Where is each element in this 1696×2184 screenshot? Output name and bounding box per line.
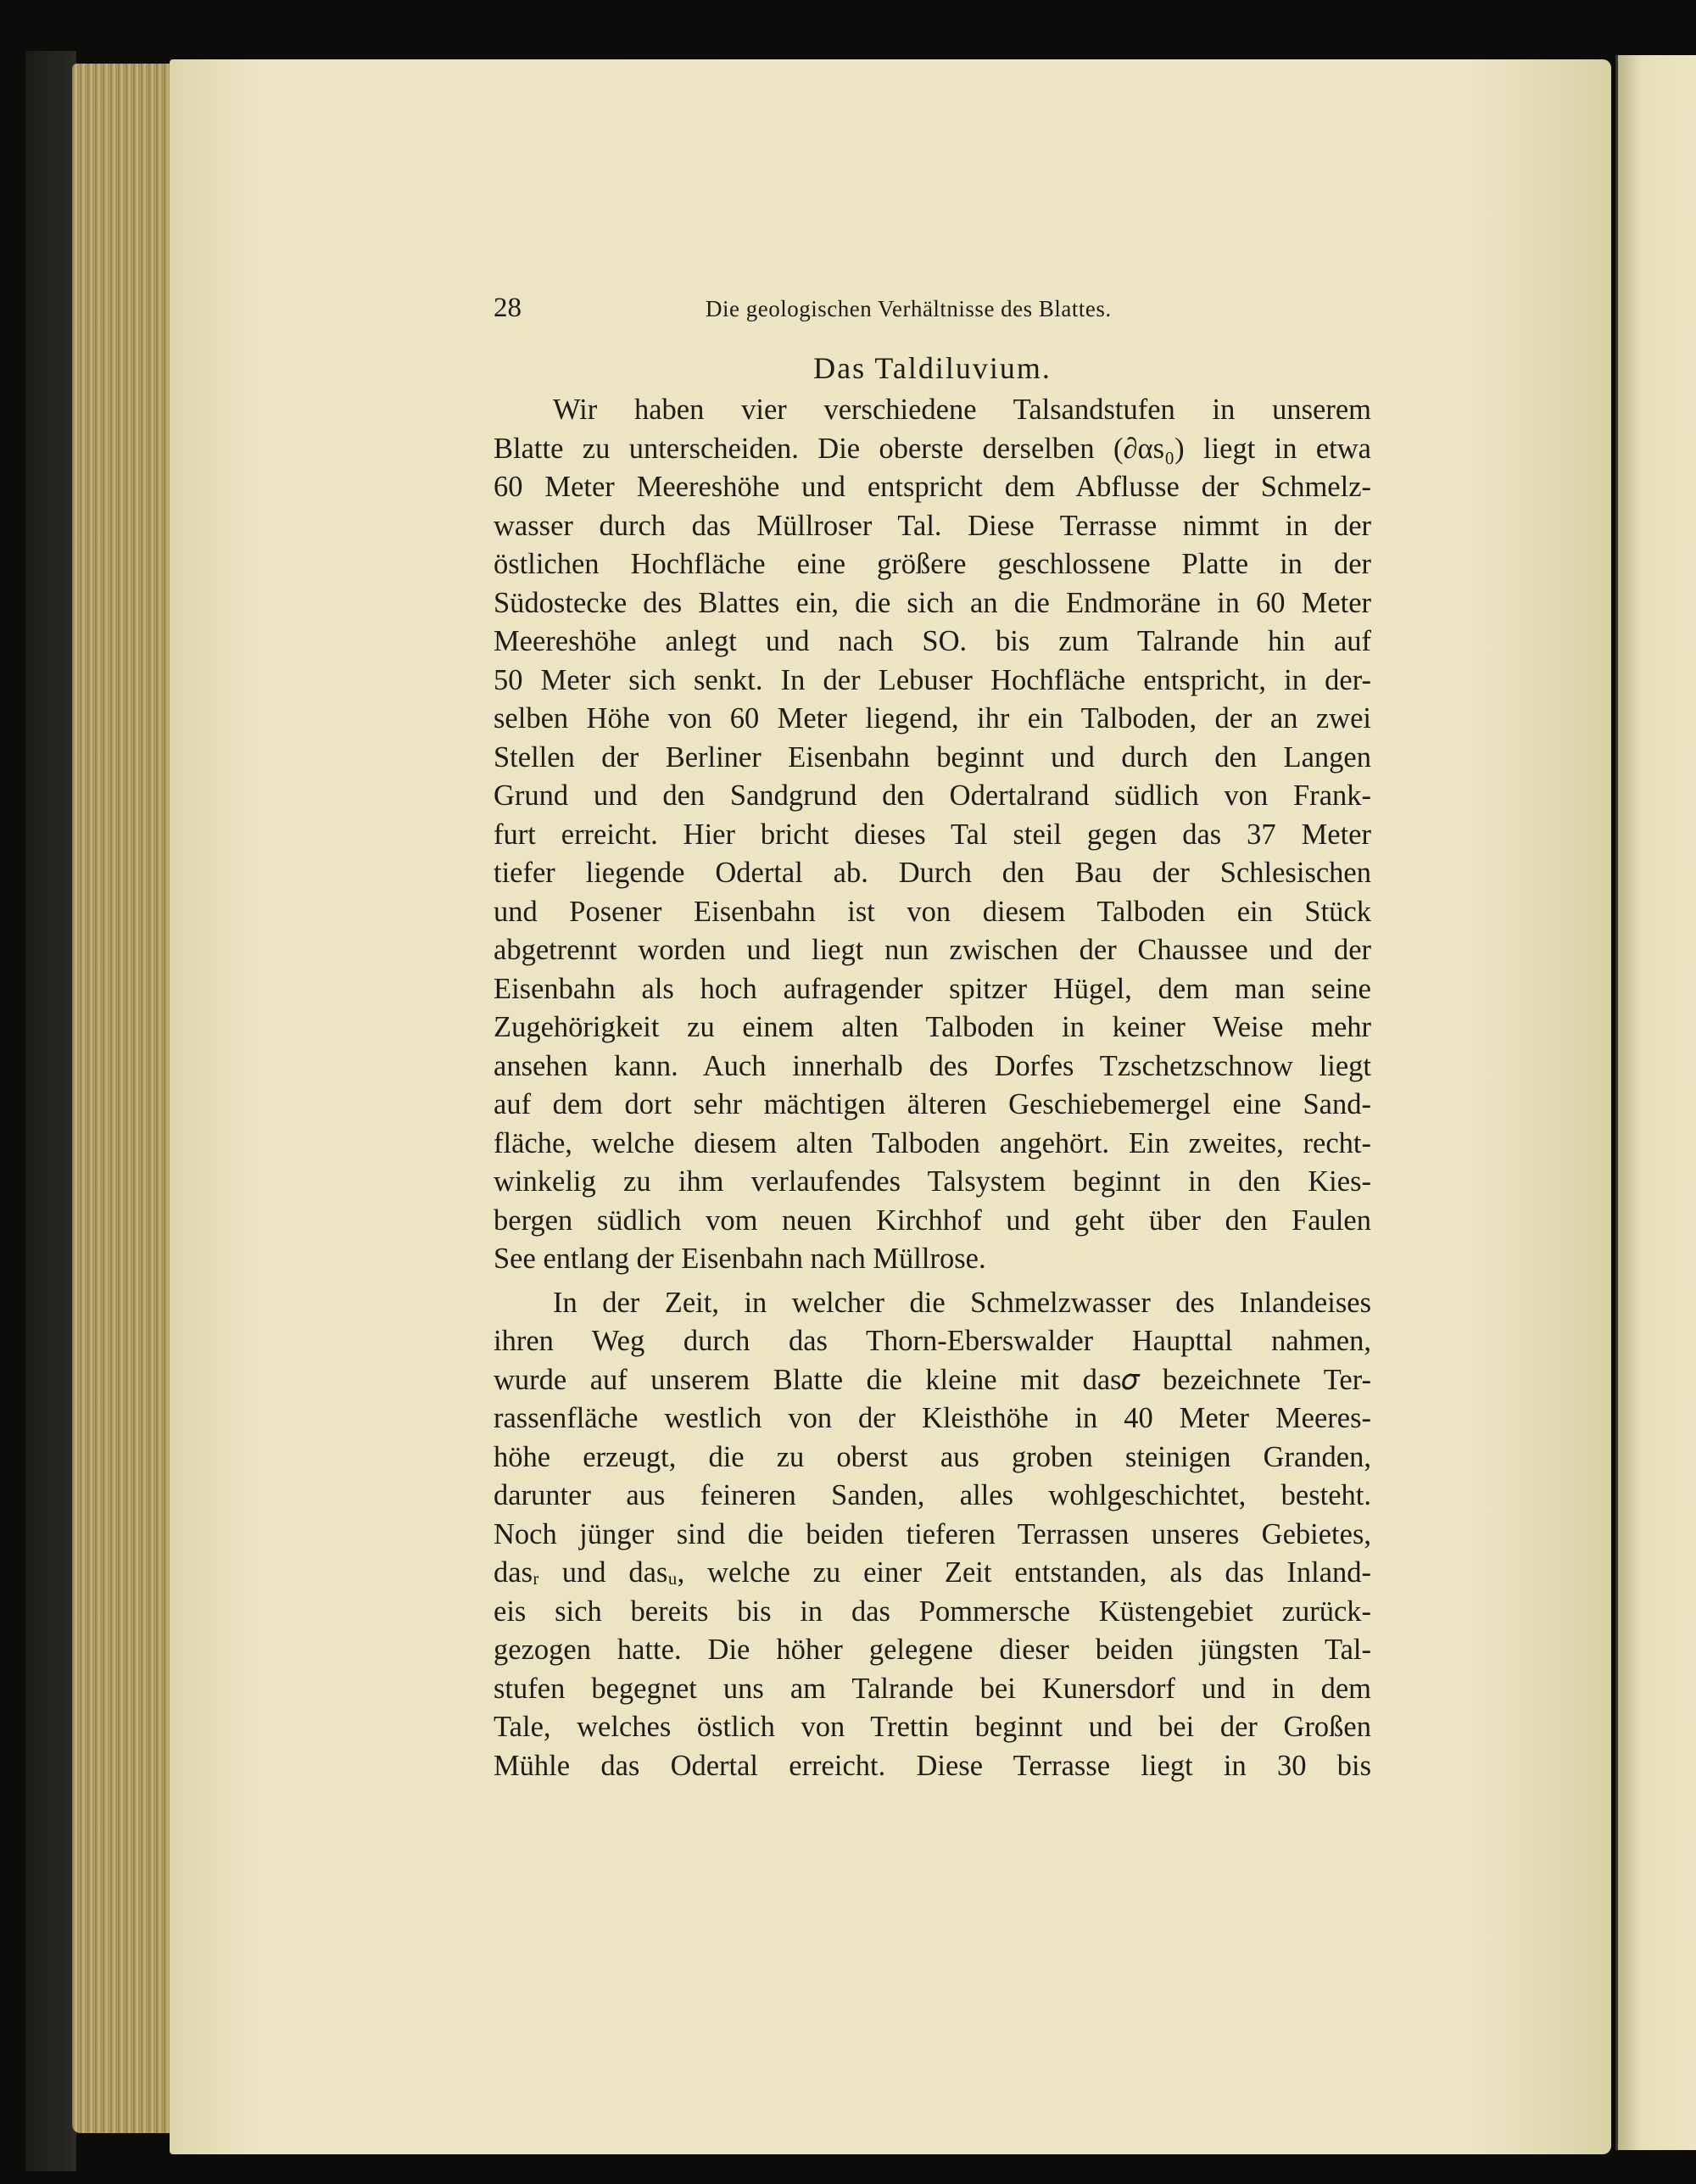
text-line: abgetrennt worden und liegt nun zwischen der Chaussee und der <box>494 934 1371 966</box>
running-title: Die geologischen Verhältnisse des Blattes. <box>706 296 1112 321</box>
text-line: Wir haben vier verschiedene Talsandstufen in unserem <box>553 394 1371 426</box>
text-line: höhe erzeugt, die zu oberst aus groben steinigen Granden, <box>494 1440 1371 1473</box>
text-line: Meereshöhe anlegt und nach SO. bis zum Talrande hin auf <box>494 625 1371 657</box>
paragraph-1 <box>494 391 1371 1279</box>
text-line: Tale, welches östlich von Trettin beginnt und bei der Großen <box>494 1711 1371 1743</box>
text-line: bergen südlich vom neuen Kirchhof und geht über den Faulen <box>494 1204 1371 1237</box>
text-line: Mühle das Odertal erreicht. Diese Terrasse liegt in 30 bis <box>494 1749 1371 1782</box>
text-line: Grund und den Sandgrund den Odertalrand südlich von Frank- <box>494 779 1371 812</box>
page-edges <box>72 64 182 2133</box>
section-title: Das Taldiluvium. <box>813 351 1052 385</box>
facing-page-edge <box>1615 55 1696 2150</box>
text-line: See entlang der Eisenbahn nach Müllrose. <box>494 1243 986 1275</box>
text-line: stufen begegnet uns am Talrande bei Kunersdorf und in dem <box>494 1672 1371 1705</box>
page-number: 28 <box>494 293 522 323</box>
text-line: Zugehörigkeit zu einem alten Talboden in keiner Weise mehr <box>494 1011 1371 1043</box>
running-head <box>494 293 1371 335</box>
text-line: rassenfläche westlich von der Kleisthöhe in 40 Meter Meeres- <box>494 1402 1371 1434</box>
text-line: gezogen hatte. Die höher gelegene dieser beiden jüngsten Tal- <box>494 1634 1371 1666</box>
text-line: ihren Weg durch das Thorn-Eberswalder Haupttal nahmen, <box>494 1325 1371 1357</box>
text-line: Südostecke des Blattes ein, die sich an die Endmoräne in 60 Meter <box>494 586 1371 619</box>
text-line: winkelig zu ihm verlaufendes Talsystem beginnt in den Kies- <box>494 1165 1371 1198</box>
text-line: Noch jünger sind die beiden tieferen Terrassen unseres Gebietes, <box>494 1517 1371 1550</box>
text-line: Stellen der Berliner Eisenbahn beginnt und durch den Langen <box>494 740 1371 774</box>
text-line: wasser durch das Müllroser Tal. Diese Terrasse nimmt in der <box>494 509 1371 542</box>
text-line: darunter aus feineren Sanden, alles wohlgeschichtet, besteht. <box>494 1479 1371 1511</box>
text-line: ansehen kann. Auch innerhalb des Dorfes Tzschetzschnow liegt <box>494 1049 1371 1082</box>
text-line: furt erreicht. Hier bricht dieses Tal steil gegen das 37 Meter <box>494 818 1371 851</box>
page-content <box>494 293 1371 1785</box>
text-line: östlichen Hochfläche eine größere geschlossene Platte in der <box>494 548 1371 580</box>
text-line: 50 Meter sich senkt. In der Lebuser Hochfläche entspricht, in der- <box>494 663 1371 696</box>
text-line: und Posener Eisenbahn ist von diesem Talboden ein Stück <box>494 895 1371 928</box>
text-line: dasᵣ und dasᵤ, welche zu einer Zeit entstanden, als das Inland- <box>494 1556 1371 1589</box>
paragraph-2 <box>494 1284 1371 1786</box>
text-line: selben Höhe von 60 Meter liegend, ihr ein Talboden, der an zwei <box>494 702 1371 735</box>
text-line: auf dem dort sehr mächtigen älteren Geschiebemergel eine Sand- <box>494 1088 1371 1120</box>
text-line: Eisenbahn als hoch aufragender spitzer Hügel, dem man seine <box>494 972 1371 1005</box>
text-line: tiefer liegende Odertal ab. Durch den Bau der Schlesischen <box>494 857 1371 889</box>
text-line: 60 Meter Meereshöhe und entspricht dem Abflusse der Schmelz- <box>494 471 1371 503</box>
text-line: eis sich bereits bis in das Pommersche Küstengebiet zurück- <box>494 1595 1371 1628</box>
book-cover-edge <box>25 51 76 2171</box>
text-line: fläche, welche diesem alten Talboden angehört. Ein zweites, recht- <box>494 1126 1371 1159</box>
text-line: Blatte zu unterscheiden. Die oberste derselben (∂αs₀) liegt in etwa <box>494 432 1371 465</box>
text-line: wurde auf unserem Blatte die kleine mit das𝜎 bezeichnete Ter- <box>494 1363 1371 1396</box>
text-line: In der Zeit, in welcher die Schmelzwasser des Inlandeises <box>553 1286 1371 1319</box>
